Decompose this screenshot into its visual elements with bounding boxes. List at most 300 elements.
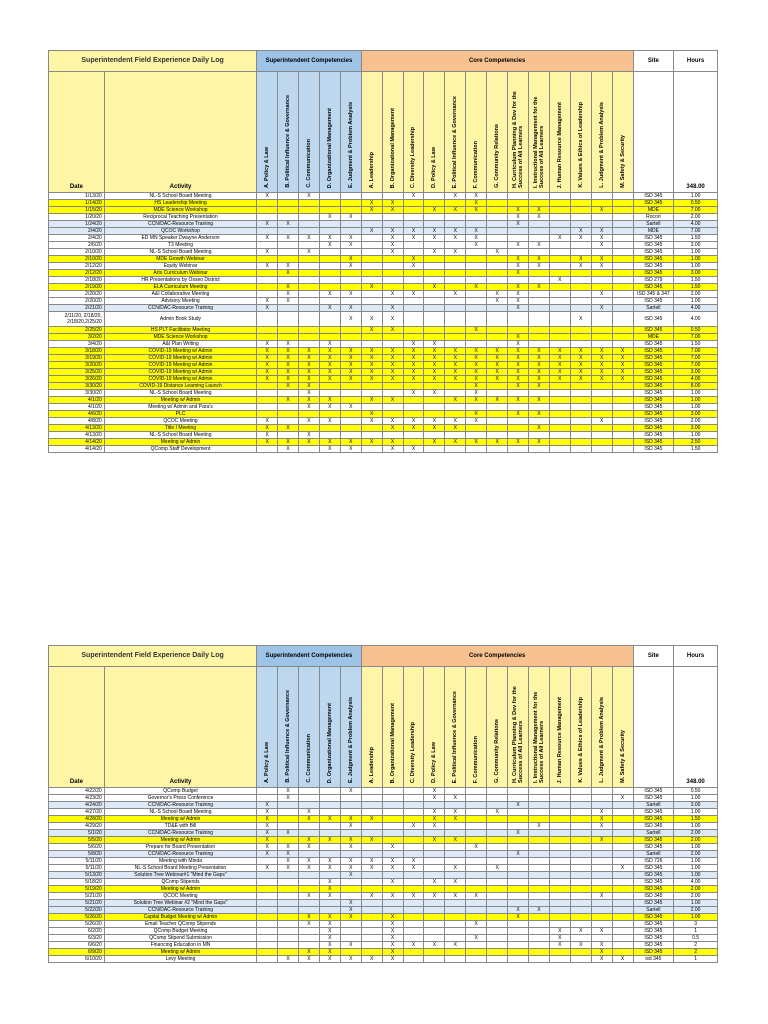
competency-mark (549, 193, 570, 200)
activity-column-header: Activity (104, 72, 256, 193)
site-cell: ISD 345 (633, 914, 674, 921)
activity-cell: NL-S School Board Meeting Presentation (104, 865, 256, 872)
competency-mark (361, 788, 382, 795)
table-row (49, 341, 718, 348)
date-cell: 3/30/20 (49, 390, 105, 397)
table-row (49, 900, 718, 907)
competency-mark: X (382, 327, 403, 334)
hours-cell: 4.00 (674, 879, 718, 886)
competency-mark (445, 284, 466, 291)
competency-mark (298, 872, 319, 879)
competency-mark (508, 235, 529, 242)
competency-mark: X (361, 816, 382, 823)
competency-mark (508, 404, 529, 411)
table-row (49, 263, 718, 270)
competency-mark (591, 277, 612, 284)
competency-mark (570, 809, 591, 816)
competency-mark (528, 830, 549, 837)
competency-mark (361, 256, 382, 263)
superintendent-competencies-header: Superintendent Competencies (257, 51, 362, 72)
competency-mark (445, 886, 466, 893)
competency-mark (487, 893, 508, 900)
competency-mark (591, 865, 612, 872)
competency-mark (257, 270, 278, 277)
competency-mark (466, 858, 487, 865)
competency-mark: X (319, 439, 340, 446)
competency-mark (591, 914, 612, 921)
competency-mark: X (257, 851, 278, 858)
activity-cell: Advisory Meeting (104, 298, 256, 305)
competency-mark (528, 446, 549, 453)
competency-mark: X (257, 263, 278, 270)
competency-label: J. Human Resource Management (556, 101, 563, 188)
competency-mark: X (445, 376, 466, 383)
site-cell: ISD 345 (633, 348, 674, 355)
competency-mark (361, 921, 382, 928)
competency-mark: X (340, 404, 361, 411)
competency-mark (487, 383, 508, 390)
competency-mark (445, 851, 466, 858)
competency-mark: X (382, 235, 403, 242)
hours-cell: 1.50 (674, 446, 718, 453)
competency-mark: X (466, 935, 487, 942)
competency-mark (487, 795, 508, 802)
table-row (49, 298, 718, 305)
activity-cell: COVID-19 Meeting w/ Admin (104, 376, 256, 383)
competency-mark (487, 193, 508, 200)
date-cell: 4/6/20 (49, 411, 105, 418)
competency-mark: X (445, 879, 466, 886)
competency-mark (508, 390, 529, 397)
competency-mark (445, 390, 466, 397)
competency-mark (466, 837, 487, 844)
competency-mark (445, 844, 466, 851)
competency-mark (361, 914, 382, 921)
competency-mark (591, 327, 612, 334)
competency-mark (424, 914, 445, 921)
competency-mark: X (319, 446, 340, 453)
competency-mark (361, 263, 382, 270)
site-cell: ISD 345 (633, 935, 674, 942)
competency-mark (612, 214, 633, 221)
competency-mark (487, 872, 508, 879)
site-cell: ISD 345 (633, 397, 674, 404)
competency-mark (403, 886, 424, 893)
competency-mark (549, 858, 570, 865)
competency-mark: X (319, 397, 340, 404)
date-cell: 2/4/20 (49, 228, 105, 235)
competency-mark (445, 341, 466, 348)
competency-mark (298, 291, 319, 298)
date-cell: 4/24/20 (49, 802, 105, 809)
competency-mark (340, 193, 361, 200)
competency-mark (403, 298, 424, 305)
competency-mark: X (278, 348, 299, 355)
site-cell: ISD 345 (633, 298, 674, 305)
competency-mark: X (549, 369, 570, 376)
competency-mark: X (278, 956, 299, 963)
competency-mark (445, 327, 466, 334)
hours-cell: 1.00 (674, 432, 718, 439)
competency-mark (528, 837, 549, 844)
date-cell: 6/6/20 (49, 942, 105, 949)
competency-mark (298, 341, 319, 348)
competency-mark: X (528, 376, 549, 383)
competency-mark (361, 802, 382, 809)
competency-mark: X (612, 369, 633, 376)
competency-mark (424, 921, 445, 928)
competency-mark (612, 334, 633, 341)
competency-mark: X (340, 914, 361, 921)
competency-mark (591, 851, 612, 858)
competency-mark (298, 298, 319, 305)
competency-mark (570, 270, 591, 277)
competency-mark (382, 284, 403, 291)
table-row (49, 865, 718, 872)
competency-mark (549, 446, 570, 453)
competency-mark (487, 327, 508, 334)
activity-cell: CCN/DAC-Resource Training (104, 221, 256, 228)
competency-mark (382, 390, 403, 397)
competency-mark (298, 327, 319, 334)
competency-mark: X (487, 362, 508, 369)
competency-mark: X (257, 355, 278, 362)
date-cell: 3/30/20 (49, 383, 105, 390)
competency-mark (340, 809, 361, 816)
competency-mark: X (487, 376, 508, 383)
competency-mark (591, 858, 612, 865)
competency-mark: X (549, 235, 570, 242)
competency-mark (424, 193, 445, 200)
competency-mark (528, 249, 549, 256)
competency-mark (298, 411, 319, 418)
competency-mark (508, 809, 529, 816)
competency-mark: X (508, 221, 529, 228)
competency-mark (612, 816, 633, 823)
competency-mark (424, 256, 445, 263)
competency-label: L. Judgment & Problem Analysis (598, 697, 605, 783)
hours-cell: 4.00 (674, 312, 718, 327)
competency-mark (361, 907, 382, 914)
competency-mark (612, 327, 633, 334)
competency-mark (528, 235, 549, 242)
log-title: Superintendent Field Experience Daily Log (49, 51, 257, 72)
competency-mark (403, 851, 424, 858)
competency-mark: X (382, 865, 403, 872)
competency-mark (528, 949, 549, 956)
competency-mark: X (591, 235, 612, 242)
competency-mark: X (424, 418, 445, 425)
competency-mark (278, 207, 299, 214)
competency-mark: X (319, 942, 340, 949)
hours-cell: 7.00 (674, 207, 718, 214)
table-row (49, 914, 718, 921)
hours-cell: 3 (674, 921, 718, 928)
date-cell: 2/25/20 (49, 327, 105, 334)
competency-mark (591, 830, 612, 837)
competency-mark: X (508, 270, 529, 277)
competency-mark: X (319, 858, 340, 865)
competency-mark (466, 872, 487, 879)
competency-mark (612, 411, 633, 418)
competency-mark (591, 432, 612, 439)
competency-label: G. Community Relations (494, 719, 501, 783)
site-cell: ISD 345 (633, 809, 674, 816)
competency-mark (508, 893, 529, 900)
competency-mark (570, 446, 591, 453)
competency-mark (549, 341, 570, 348)
competency-label: C. Diversity Leadership (410, 126, 417, 188)
competency-mark (466, 900, 487, 907)
competency-mark (612, 914, 633, 921)
competency-mark (591, 334, 612, 341)
competency-mark: X (445, 207, 466, 214)
competency-mark (382, 816, 403, 823)
competency-mark (612, 802, 633, 809)
competency-mark (528, 270, 549, 277)
competency-mark (570, 823, 591, 830)
competency-header (361, 72, 382, 193)
competency-mark: X (466, 397, 487, 404)
competency-mark (403, 214, 424, 221)
competency-mark: X (403, 228, 424, 235)
competency-header (487, 667, 508, 788)
competency-label: A. Policy & Law (264, 147, 271, 188)
competency-mark: X (445, 795, 466, 802)
competency-mark (278, 242, 299, 249)
competency-mark (508, 858, 529, 865)
competency-mark (257, 949, 278, 956)
competency-mark (319, 221, 340, 228)
competency-mark: X (466, 390, 487, 397)
date-cell: 2/12/20 (49, 270, 105, 277)
table-row (49, 235, 718, 242)
competency-mark (403, 327, 424, 334)
competency-mark (549, 334, 570, 341)
competency-mark: X (508, 355, 529, 362)
competency-mark (298, 935, 319, 942)
competency-mark (570, 851, 591, 858)
competency-label: C. Diversity Leadership (410, 721, 417, 783)
competency-mark (361, 928, 382, 935)
core-competencies-header: Core Competencies (361, 646, 633, 667)
competency-mark (612, 418, 633, 425)
date-cell: 2/20/20 (49, 298, 105, 305)
competency-mark: X (570, 348, 591, 355)
competency-mark: X (257, 369, 278, 376)
competency-mark: X (403, 893, 424, 900)
date-cell: 4/23/20 (49, 795, 105, 802)
competency-mark: X (340, 312, 361, 327)
competency-mark (528, 914, 549, 921)
competency-mark (549, 886, 570, 893)
activity-cell: COVID-19 Meeting w/ Admin (104, 348, 256, 355)
competency-mark: X (340, 837, 361, 844)
competency-mark (424, 872, 445, 879)
date-cell: 6/3/20 (49, 935, 105, 942)
competency-mark (403, 432, 424, 439)
competency-mark: X (466, 369, 487, 376)
table-row (49, 439, 718, 446)
activity-cell: Levy Meeting (104, 956, 256, 963)
competency-mark (612, 872, 633, 879)
competency-mark: X (257, 823, 278, 830)
competency-mark: X (278, 439, 299, 446)
competency-mark (361, 446, 382, 453)
site-cell: Sartell (633, 221, 674, 228)
competency-mark (591, 411, 612, 418)
competency-mark: X (278, 270, 299, 277)
competency-mark (570, 277, 591, 284)
competency-mark: X (445, 418, 466, 425)
competency-mark (257, 383, 278, 390)
competency-mark (508, 900, 529, 907)
competency-mark: X (528, 439, 549, 446)
competency-mark (298, 242, 319, 249)
competency-mark: X (382, 376, 403, 383)
competency-mark (319, 823, 340, 830)
competency-mark (403, 200, 424, 207)
competency-mark: X (361, 355, 382, 362)
competency-mark: X (403, 256, 424, 263)
competency-mark (612, 949, 633, 956)
competency-mark (445, 935, 466, 942)
date-cell: 3/2/20 (49, 334, 105, 341)
competency-mark: X (570, 312, 591, 327)
competency-mark (528, 928, 549, 935)
competency-mark: X (445, 235, 466, 242)
competency-mark (528, 291, 549, 298)
date-cell: 5/26/20 (49, 914, 105, 921)
competency-mark (508, 795, 529, 802)
competency-header (340, 72, 361, 193)
competency-mark: X (591, 242, 612, 249)
table-row (49, 788, 718, 795)
competency-mark (257, 858, 278, 865)
competency-mark (549, 802, 570, 809)
competency-mark (487, 404, 508, 411)
competency-mark (570, 411, 591, 418)
competency-mark: X (319, 914, 340, 921)
competency-mark: X (340, 362, 361, 369)
competency-mark (278, 411, 299, 418)
competency-label: L. Judgment & Problem Analysis (598, 102, 605, 188)
table-row (49, 886, 718, 893)
competency-mark: X (278, 397, 299, 404)
competency-mark (528, 795, 549, 802)
competency-mark (549, 900, 570, 907)
date-cell: 4/13/20 (49, 425, 105, 432)
site-cell: ISD 345 (633, 270, 674, 277)
date-cell: 4/27/20 (49, 809, 105, 816)
competency-mark (549, 263, 570, 270)
competency-mark (508, 879, 529, 886)
competency-mark (487, 341, 508, 348)
table-row (49, 935, 718, 942)
activity-cell: Meeting w/ Admin (104, 439, 256, 446)
competency-label: A. Policy & Law (264, 742, 271, 783)
competency-mark (591, 795, 612, 802)
competency-mark: X (591, 348, 612, 355)
competency-mark (424, 928, 445, 935)
competency-mark (257, 446, 278, 453)
competency-mark (549, 284, 570, 291)
site-cell: MDE (633, 207, 674, 214)
competency-mark (487, 949, 508, 956)
competency-mark: X (528, 907, 549, 914)
competency-mark (319, 830, 340, 837)
site-cell: ISD 345 (633, 327, 674, 334)
competency-mark (298, 200, 319, 207)
competency-mark: X (382, 935, 403, 942)
competency-mark (278, 907, 299, 914)
competency-mark: X (403, 446, 424, 453)
competency-mark (445, 298, 466, 305)
competency-mark (549, 809, 570, 816)
hours-cell: 1.00 (674, 795, 718, 802)
competency-mark: X (424, 376, 445, 383)
competency-mark (382, 823, 403, 830)
competency-mark (382, 907, 403, 914)
competency-mark (424, 446, 445, 453)
competency-mark (487, 921, 508, 928)
competency-mark (612, 893, 633, 900)
site-cell: ISD 345 (633, 369, 674, 376)
competency-mark (298, 270, 319, 277)
competency-mark (445, 256, 466, 263)
competency-mark (361, 830, 382, 837)
date-cell: 3/19/20 (49, 355, 105, 362)
competency-mark: X (298, 865, 319, 872)
competency-mark (612, 837, 633, 844)
date-cell: 3/25/20 (49, 369, 105, 376)
competency-mark (361, 341, 382, 348)
competency-mark: X (319, 355, 340, 362)
competency-mark (319, 327, 340, 334)
hours-cell: 2.00 (674, 830, 718, 837)
competency-mark: X (445, 228, 466, 235)
competency-mark (570, 397, 591, 404)
competency-mark: X (466, 348, 487, 355)
competency-mark (257, 390, 278, 397)
competency-mark (549, 879, 570, 886)
competency-mark (570, 900, 591, 907)
competency-mark: X (298, 383, 319, 390)
competency-mark (528, 900, 549, 907)
competency-mark (466, 291, 487, 298)
competency-mark (319, 809, 340, 816)
log-title: Superintendent Field Experience Daily Log (49, 646, 257, 667)
date-cell: 5/6/20 (49, 844, 105, 851)
competency-mark (298, 284, 319, 291)
competency-mark (466, 312, 487, 327)
competency-mark (570, 872, 591, 879)
competency-mark (591, 900, 612, 907)
date-cell: 6/10/20 (49, 956, 105, 963)
table-row (49, 795, 718, 802)
competency-mark: X (382, 249, 403, 256)
competency-mark (528, 390, 549, 397)
competency-mark (319, 256, 340, 263)
competency-mark (403, 404, 424, 411)
competency-mark (508, 935, 529, 942)
competency-mark (340, 249, 361, 256)
table-row (49, 256, 718, 263)
competency-mark: X (257, 305, 278, 312)
competency-mark: X (403, 193, 424, 200)
competency-mark (340, 893, 361, 900)
competency-mark: X (445, 837, 466, 844)
